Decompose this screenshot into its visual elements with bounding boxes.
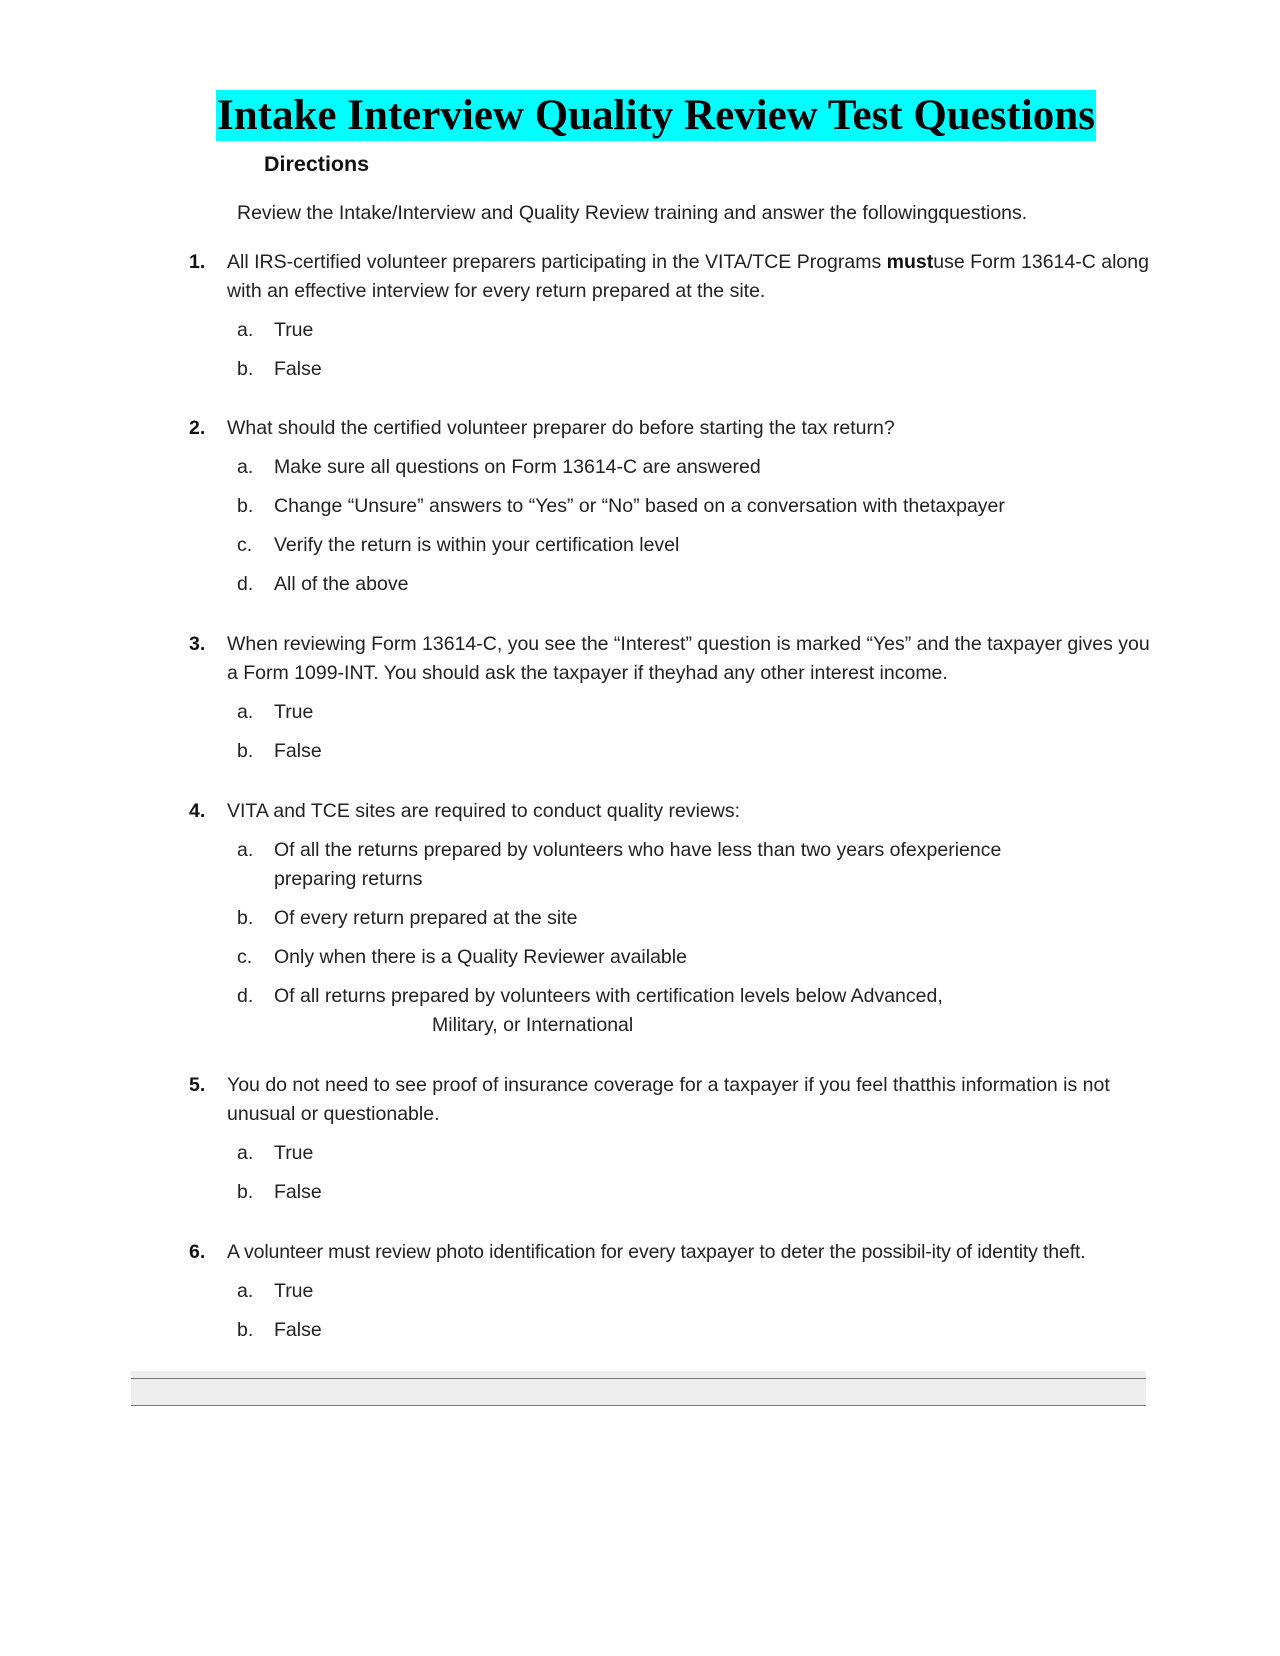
question-text: VITA and TCE sites are required to conduct quality reviews: [227, 800, 741, 822]
answer-option-a[interactable]: a. Of all the returns prepared by volunteers who have less than two years ofexperience preparing returns [237, 839, 1002, 890]
answer-options [237, 1139, 1164, 1207]
answer-option-d[interactable]: d. Of all returns prepared by volunteers with certification levels below Advanced, Military, or International [237, 985, 943, 1036]
answer-option-c[interactable]: c. Only when there is a Quality Reviewer available [237, 946, 687, 968]
question-number: 1. [189, 251, 206, 273]
answer-options [237, 453, 1164, 599]
answer-option-a[interactable]: a. True [237, 701, 314, 723]
answer-option-b[interactable]: b. Of every return prepared at the site [237, 907, 578, 929]
answer-option-a[interactable]: a. Make sure all questions on Form 13614-C are answered [237, 456, 761, 478]
answer-option-b[interactable]: b. False [237, 740, 322, 762]
question-number: 4. [189, 800, 206, 822]
answer-option-a[interactable]: a. True [237, 1142, 314, 1164]
answer-option-b[interactable]: b. False [237, 358, 322, 380]
answer-option-b[interactable]: b. False [237, 1181, 322, 1203]
answer-option-b[interactable]: b. False [237, 1319, 322, 1341]
answer-options [237, 1277, 1189, 1345]
directions-heading: Directions [264, 152, 370, 176]
question-text: A volunteer must review photo identification for every taxpayer to deter the possibil-ity of identity theft. [227, 1241, 1086, 1263]
question-3 [189, 630, 1164, 776]
question-number: 5. [189, 1074, 206, 1096]
question-text: When reviewing Form 13614-C, you see the “Interest” question is marked “Yes” and the taxpayer gives you a Form 1099-INT. You should ask the taxpayer if theyhad any other interest income. [227, 633, 1150, 684]
question-number: 3. [189, 633, 206, 655]
answer-option-a[interactable]: a. True [237, 1280, 314, 1302]
answer-options [237, 698, 1164, 766]
answer-option-b[interactable]: b. Change “Unsure” answers to “Yes” or “No” based on a conversation with thetaxpayer [237, 495, 1005, 517]
question-text: All IRS-certified volunteer preparers participating in the VITA/TCE Programs mustuse Form 13614-C along with an effective interview for every return prepared at the site. [227, 251, 1149, 302]
question-2 [189, 414, 1164, 609]
question-number: 6. [189, 1241, 206, 1263]
question-1 [189, 248, 1164, 394]
directions-text: Review the Intake/Interview and Quality Review training and answer the followingquestions. [237, 202, 1028, 224]
answer-option-d[interactable]: d. All of the above [237, 573, 409, 595]
question-text: You do not need to see proof of insurance coverage for a taxpayer if you feel thatthis information is not unusual or questionable. [227, 1074, 1110, 1125]
question-number: 2. [189, 417, 206, 439]
answer-option-c[interactable]: c. Verify the return is within your certification level [237, 534, 680, 556]
question-text: What should the certified volunteer preparer do before starting the tax return? [227, 417, 895, 439]
answer-options [237, 836, 1164, 1040]
question-6 [189, 1238, 1189, 1355]
footer-bar [131, 1371, 1146, 1406]
question-5 [189, 1071, 1164, 1217]
answer-option-a[interactable]: a. True [237, 319, 314, 341]
answer-options [237, 316, 1164, 384]
page-title: Intake Interview Quality Review Test Questions [217, 92, 1095, 139]
question-4 [189, 797, 1164, 1050]
footer-rule-top [131, 1378, 1146, 1379]
footer-rule-bottom [131, 1405, 1146, 1406]
